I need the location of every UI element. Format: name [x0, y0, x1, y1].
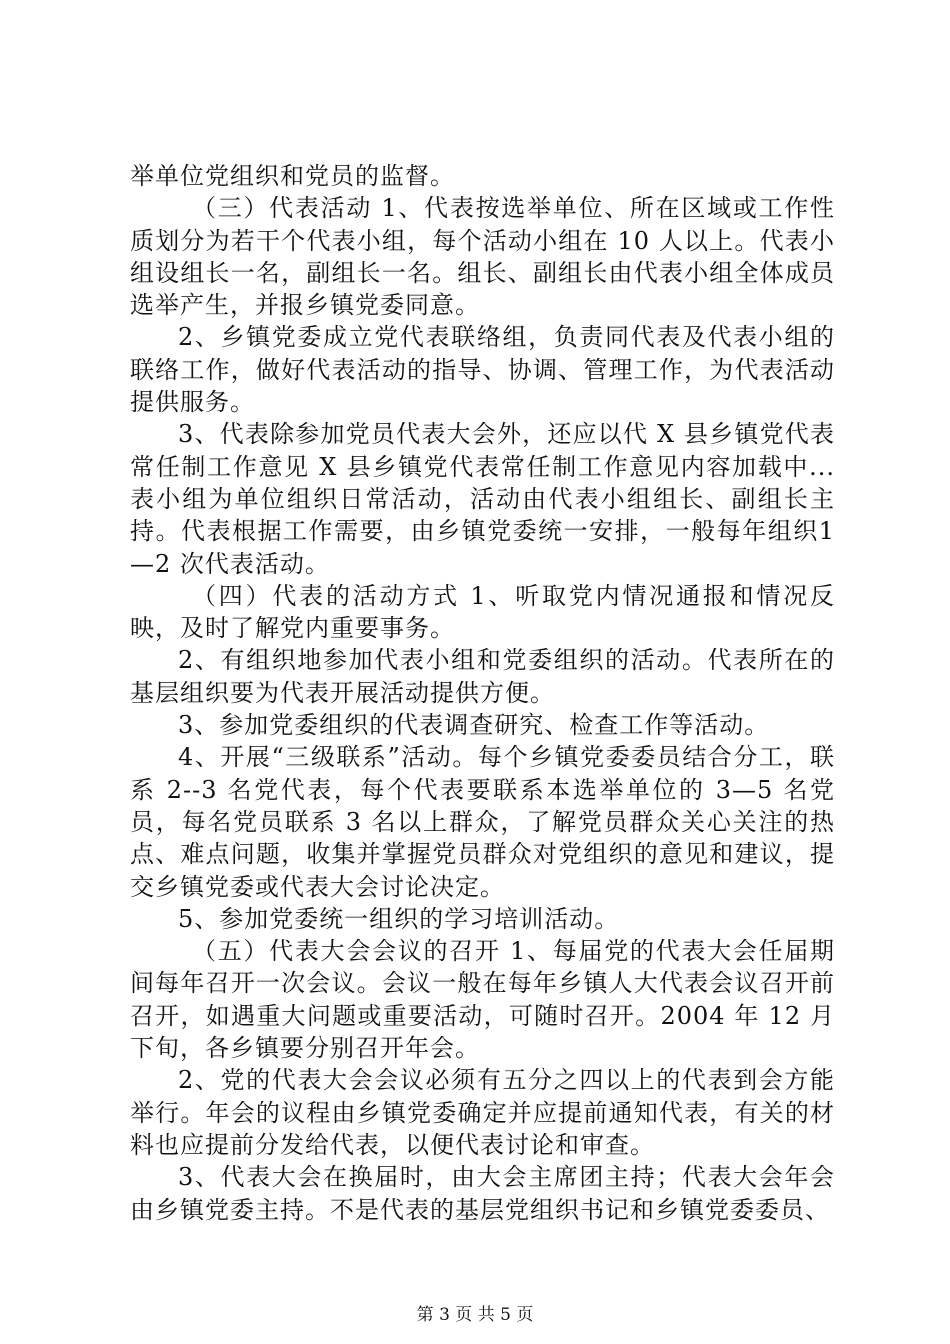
paragraph-4: 3、代表除参加党员代表大会外，还应以代 X 县乡镇党代表常任制工作意见 X 县乡镇党代表常任制工作意见内容加载中...表小组为单位组织日常活动，活动由代表小组组长、副组长主持。代表根据工作需要，由乡镇党委统一安排，一般每年组织1—2 次代表活动。 [130, 420, 835, 578]
paragraph-1: 举单位党组织和党员的监督。 [130, 162, 455, 190]
paragraph-10: （五）代表大会会议的召开 1、每届党的代表大会任届期间每年召开一次会议。会议一般在每年乡镇人大代表会议召开前召开，如遇重大问题或重要活动，可随时召开。2004 年 12 月下旬，各乡镇要分别召开年会。 [130, 937, 835, 1063]
paragraph-9: 5、参加党委统一组织的学习培训活动。 [178, 904, 620, 933]
paragraph-12: 3、代表大会在换届时，由大会主席团主持；代表大会年会由乡镇党委主持。不是代表的基层党组织书记和乡镇党委委员、 [130, 1163, 835, 1224]
paragraph-7: 3、参加党委组织的代表调查研究、检查工作等活动。 [178, 711, 770, 740]
document-body [130, 160, 835, 1226]
paragraph-8: 4、开展“三级联系”活动。每个乡镇党委委员结合分工，联系 2--3 名党代表，每个代表要联系本选举单位的 3—5 名党员，每名党员联系 3 名以上群众，了解党员群众关心关注的热点、难点问题，收集并掌握党员群众对党组织的意见和建议，提交乡镇党委或代表大会讨论决定。 [130, 743, 835, 901]
paragraph-6: 2、有组织地参加代表小组和党委组织的活动。代表所在的基层组织要为代表开展活动提供方便。 [130, 646, 835, 707]
paragraph-2: （三）代表活动 1、代表按选举单位、所在区域或工作性质划分为若干个代表小组，每个活动小组在 10 人以上。代表小组设组长一名，副组长一名。组长、副组长由代表小组全体成员选举产生，并报乡镇党委同意。 [130, 194, 835, 320]
page-number-footer: 第 3 页 共 5 页 [416, 1305, 534, 1325]
paragraph-5: （四）代表的活动方式 1、听取党内情况通报和情况反映，及时了解党内重要事务。 [130, 581, 835, 643]
paragraph-3: 2、乡镇党委成立党代表联络组，负责同代表及代表小组的联络工作，做好代表活动的指导、协调、管理工作，为代表活动提供服务。 [130, 323, 835, 417]
paragraph-11: 2、党的代表大会会议必须有五分之四以上的代表到会方能举行。年会的议程由乡镇党委确定并应提前通知代表，有关的材料也应提前分发给代表，以便代表讨论和审查。 [130, 1066, 835, 1159]
